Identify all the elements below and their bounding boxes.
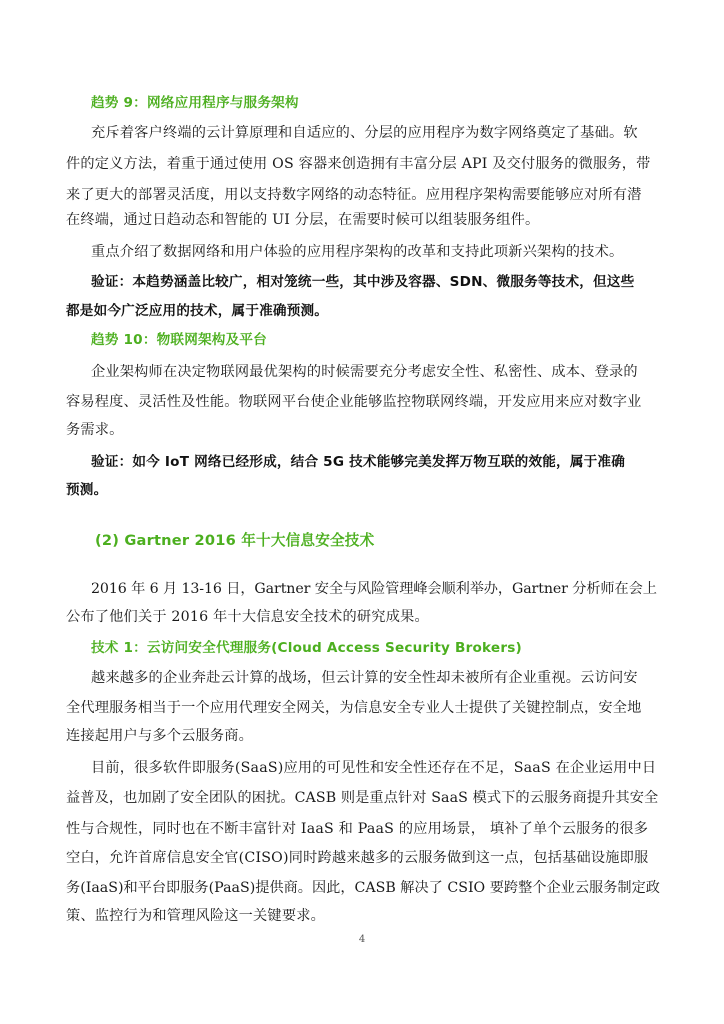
trend9-para1-line3: 来了更大的部署灵活度，用以支持数字网络的动态特征。应用程序架构需要能够应对所有潜 (66, 187, 642, 203)
section2-intro-line1: 2016 年 6 月 13-16 日，Gartner 安全与风险管理峰会顺利举办，Gartner 分析师在会上 (91, 581, 657, 597)
page-number: 4 (358, 934, 366, 945)
trend9-para1-line4: 在终端，通过日趋动态和智能的 UI 分层，在需要时候可以组装服务组件。 (66, 212, 540, 228)
tech1-para1-line1: 越来越多的企业奔赴云计算的战场，但云计算的安全性却未被所有企业重视。云访问安 (91, 670, 638, 686)
trend9-verify-line2: 都是如今广泛应用的技术，属于准确预测。 (66, 303, 329, 319)
tech1-heading: 技术 1：云访问安全代理服务(Cloud Access Security Brokers) (91, 640, 522, 656)
trend10-verify-line1: 验证：如今 IoT 网络已经形成，结合 5G 技术能够完美发挥万物互联的效能，属于准确 (91, 454, 626, 470)
trend10-para1-line2: 容易程度、灵活性及性能。物联网平台使企业能够监控物联网终端，开发应用来应对数字业 (66, 394, 642, 410)
tech1-para1-line3: 连接起用户与多个云服务商。 (66, 728, 254, 744)
tech1-para2-line4: 空白，允许首席信息安全官(CISO)同时跨越来越多的云服务做到这一点，包括基础设施即服 (66, 850, 649, 866)
trend9-para2-line1: 重点介绍了数据网络和用户体验的应用程序架构的改革和支持此项新兴架构的技术。 (91, 244, 624, 260)
tech1-para2-line1: 目前，很多软件即服务(SaaS)应用的可见性和安全性还存在不足，SaaS 在企业运用中日 (91, 760, 657, 776)
trend10-para1-line1: 企业架构师在决定物联网最优架构的时候需要充分考虑安全性、私密性、成本、登录的 (91, 364, 638, 380)
tech1-para2-line6: 策、监控行为和管理风险这一关键要求。 (66, 908, 325, 924)
trend9-para1-line1: 充斥着客户终端的云计算原理和自适应的、分层的应用程序为数字网络奠定了基础。软 (91, 125, 638, 141)
trend9-heading: 趋势 9：网络应用程序与服务架构 (91, 95, 299, 111)
trend10-verify-line2: 预测。 (66, 482, 108, 498)
trend9-para1-line2: 件的定义方法，着重于通过使用 OS 容器来创造拥有丰富分层 API 及交付服务的微服务，带 (66, 156, 651, 172)
section2-intro-line2: 公布了他们关于 2016 年十大信息安全技术的研究成果。 (66, 609, 429, 625)
tech1-para2-line3: 性与合规性，同时也在不断丰富针对 IaaS 和 PaaS 的应用场景， 填补了单个云服务的很多 (66, 821, 649, 837)
trend10-para1-line3: 务需求。 (66, 422, 124, 438)
trend9-verify-line1: 验证：本趋势涵盖比较广，相对笼统一些，其中涉及容器、SDN、微服务等技术，但这些 (91, 274, 635, 290)
tech1-para2-line2: 益普及，也加剧了安全团队的困扰。CASB 则是重点针对 SaaS 模式下的云服务商提升其安全 (66, 790, 659, 806)
tech1-para1-line2: 全代理服务相当于一个应用代理安全网关，为信息安全专业人士提供了关键控制点，安全地 (66, 700, 642, 716)
tech1-para2-line5: 务(IaaS)和平台即服务(PaaS)提供商。因此，CASB 解决了 CSIO 要跨整个企业云服务制定政 (66, 880, 660, 896)
trend10-heading: 趋势 10：物联网架构及平台 (91, 332, 267, 348)
section2-heading: (2) Gartner 2016 年十大信息安全技术 (95, 532, 375, 549)
